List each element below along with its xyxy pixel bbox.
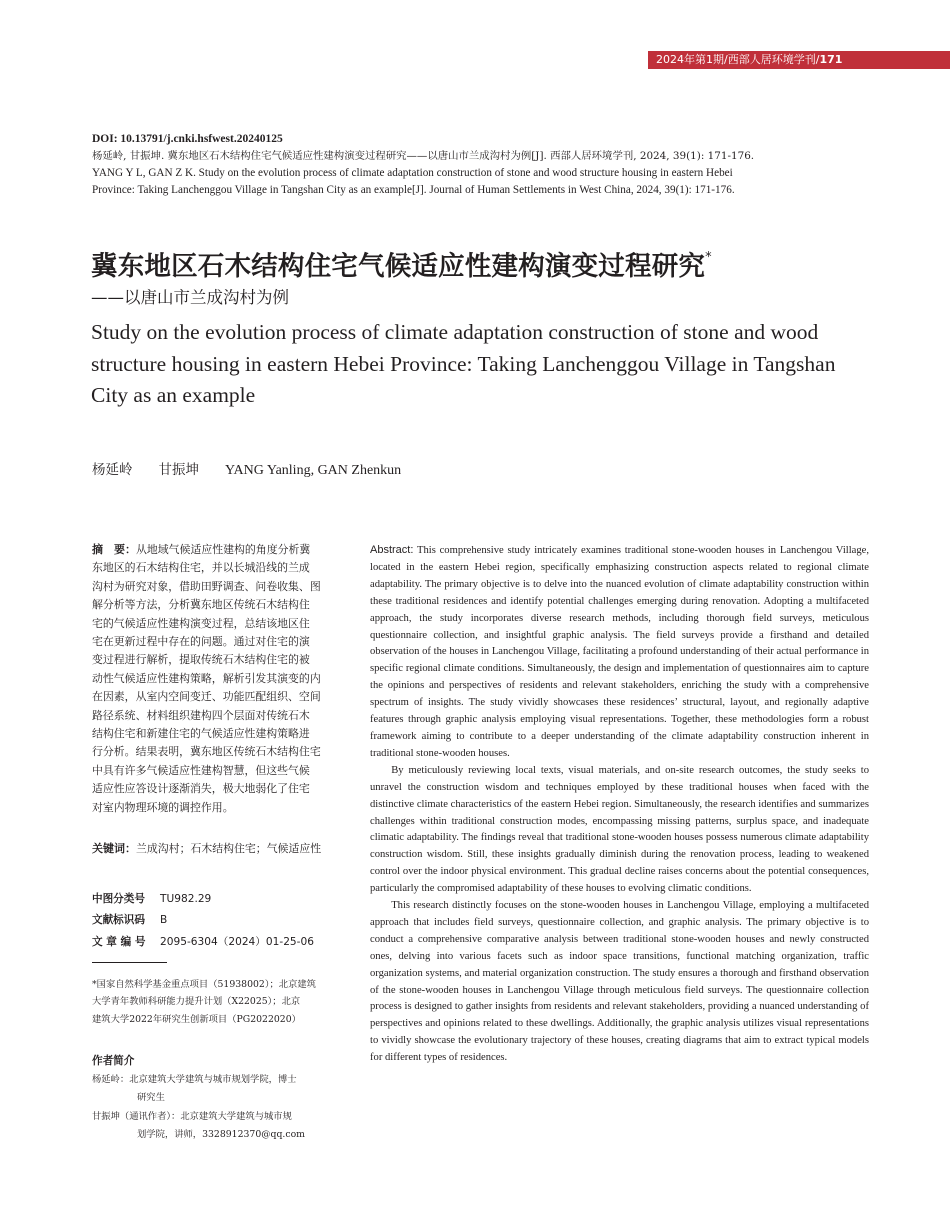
title-en-line: structure housing in eastern Hebei Province: Taking Lanchenggou Village in Tangshan bbox=[91, 351, 836, 376]
citation-en-line: Province: Taking Lanchenggou Village in Tangshan City as an example[J]. Journal of Human Settlements in West China, 2024, 39(1): 171-176. bbox=[92, 184, 735, 196]
issue-label: 2024年第1期 bbox=[656, 53, 724, 66]
bio-line: 甘振坤（通讯作者）：北京建筑大学建筑与城市规 bbox=[92, 1110, 292, 1122]
citation-en-line: YANG Y L, GAN Z K. Study on the evolution process of climate adaptation construction of stone and wood structure housing in eastern Hebei bbox=[92, 167, 733, 179]
title-en-line: City as an example bbox=[91, 383, 256, 407]
paper-subtitle-cn: ——以唐山市兰成沟村为例 bbox=[91, 288, 289, 307]
clc-number-row bbox=[92, 891, 211, 907]
footnote-line: *国家自然科学基金重点项目（51938002）；北京建筑 bbox=[92, 979, 316, 990]
footnote-line: 大学青年教师科研能力提升计划（X22025）；北京 bbox=[92, 996, 301, 1008]
author-bio-heading: 作者简介 bbox=[92, 1055, 135, 1067]
author-bio bbox=[92, 1071, 347, 1144]
abstract-cn-line: 解分析等方法，分析冀东地区传统石木结构住 bbox=[92, 598, 310, 612]
clc-value: TU982.29 bbox=[160, 893, 212, 905]
keywords-label: 关键词： bbox=[92, 842, 136, 855]
abstract-en-paragraph: By meticulously reviewing local texts, visual materials, and on-site research outcomes, the study seeks to unravel the construction wisdom and techniques employed by these traditional houses when faced with the distinctive climate characteristics of the eastern Hebei region. Simultaneously, the research identifies and summarizes challenges within traditional construction modes, encompassing missing patterns, surplus space, and inadequate climatic adaptability. The findings reveal that traditional stone-wooden houses possess numerous climate adaptability construction wisdom. Still, these insights gradually diminish during the renovation process, leading to weakened control over the indoor physical environment. This gradual decline raises concerns about the potential consequences, particularly the compromised adaptability of these houses to evolving climatic conditions. bbox=[370, 764, 869, 895]
abstract-cn-line: 适应性应答设计逐渐消失，极大地弱化了住宅 bbox=[92, 782, 310, 796]
abstract-cn-line: 在因素，从室内空间变迁、功能匹配组织、空间 bbox=[92, 690, 321, 704]
doc-code-row bbox=[92, 912, 167, 928]
author-cn-2: 甘振坤 bbox=[158, 462, 199, 478]
clc-label: 中图分类号 bbox=[92, 893, 145, 905]
abstract-cn-text: 从地域气候适应性建构的角度分析冀 bbox=[136, 543, 311, 556]
article-number-value: 2095-6304（2024）01-25-06 bbox=[160, 936, 314, 948]
abstract-cn-line: 变过程进行解析，提取传统石木结构住宅的被 bbox=[92, 653, 310, 667]
abstract-cn-line bbox=[92, 541, 338, 559]
author-line bbox=[92, 460, 401, 481]
abstract-cn-line: 宅在更新过程中存在的问题。通过对住宅的演 bbox=[92, 635, 310, 649]
abstract-cn-line: 东地区的石木结构住宅，并以长城沿线的兰成 bbox=[92, 561, 310, 575]
abstract-en-paragraph: This research distinctly focuses on the stone-wooden houses in Lanchengou Village, employing a multifaceted approach that includes field surveys, questionnaire collection, and graphic analysis. The primary objective is to conduct a comprehensive comparative analysis between traditional stone-wooden houses and newly constructed ones, delving into various facets such as indoor space transitions, functional matching organization, traffic organization systems, and material organization construction. The study ensures a thorough and firsthand observation of the stone-wooden houses in Lanchengou Village through meticulous field surveys. The questionnaire collection process is designed to gather insights from residents and relevant stakeholders, providing a nuanced understanding of perspectives and opinions related to these dwellings. Additionally, the graphic analysis utilizes visual representations to vividly showcase the evolutionary trajectory of these houses, creating diagrams that aim to extract typical models for different types of residences. bbox=[370, 900, 869, 1064]
page-number: 171 bbox=[819, 53, 843, 66]
abstract-cn-line: 沟村为研究对象，借助田野调查、问卷收集、图 bbox=[92, 579, 321, 593]
abstract-en-label: Abstract: bbox=[370, 544, 414, 556]
abstract-cn bbox=[92, 541, 338, 817]
abstract-cn-line: 动性气候适应性建构策略，解析引发其演变的内 bbox=[92, 671, 321, 685]
journal-header-bar: 2024年第1期/西部人居环境学刊/171 bbox=[648, 51, 950, 69]
abstract-cn-label: 摘 要： bbox=[92, 543, 136, 556]
abstract-cn-line: 路径系统、材料组织建构四个层面对传统石木 bbox=[92, 708, 310, 722]
abstract-en-text: This comprehensive study intricately examines traditional stone-wooden houses in Lanchengou Village, located in the eastern Hebei region, specifically emphasizing construction aspects related to regional climate adaptability. The primary objective is to delve into the nuanced evolution of climate adaptability construction within these traditional residences and identify potential challenges emerging during renovation. Adopting a multifaceted approach, the study incorporates diverse research methods, including thorough field surveys, meticulous questionnaire collection, and insightful graphic analysis. The field surveys provide a firsthand and detailed observation of the houses in Lanchengou Village, facilitating a profound understanding of their actual performance in specific regional climate conditions. Simultaneously, the design and implementation of questionnaires aim to capture the opinions and perspectives of residents and relevant stakeholders, enriching the study with a comprehensive spectrum of insights. The study vividly showcases these residences’ structural, layout, and regionally adaptive features through graphic analysis employing visual representations. Together, these methodologies form a robust framework aiming to contribute to a deeper understanding of the climate adaptability construction inherent in traditional stone-wooden houses. bbox=[370, 545, 869, 759]
footnote-divider bbox=[92, 962, 167, 963]
author-cn-1: 杨延岭 bbox=[92, 462, 133, 478]
paper-title-cn bbox=[91, 240, 712, 285]
keywords-cn bbox=[92, 840, 342, 858]
title-cn-text: 冀东地区石木结构住宅气候适应性建构演变过程研究 bbox=[91, 251, 706, 282]
keywords-text: 兰成沟村；石木结构住宅；气候适应性 bbox=[136, 842, 322, 855]
paper-title-en bbox=[91, 317, 871, 412]
citation-cn: 杨延岭, 甘振坤. 冀东地区石木结构住宅气候适应性建构演变过程研究——以唐山市兰成沟村为例[J]. 西部人居环境学刊, 2024, 39(1): 171-176. bbox=[92, 150, 755, 162]
abstract-cn-line: 对室内物理环境的调控作用。 bbox=[92, 800, 234, 814]
title-footnote-mark: * bbox=[705, 250, 712, 265]
abstract-en bbox=[370, 542, 869, 1067]
title-en-line: Study on the evolution process of climate adaptation construction of stone and wood bbox=[91, 320, 819, 344]
bio-line: 研究生 bbox=[137, 1092, 165, 1104]
abstract-cn-line: 结构住宅和新建住宅的气候适应性建构策略进 bbox=[92, 727, 310, 741]
abstract-en-paragraph bbox=[370, 542, 869, 763]
bio-line: 划学院，讲师，3328912370@qq.com bbox=[137, 1128, 306, 1140]
journal-name: 西部人居环境学刊 bbox=[727, 53, 816, 66]
authors-en: YANG Yanling, GAN Zhenkun bbox=[225, 463, 402, 478]
abstract-cn-line: 宅的气候适应性建构演变过程，总结该地区住 bbox=[92, 616, 310, 630]
doc-code-label: 文献标识码 bbox=[92, 914, 145, 926]
doi[interactable]: DOI: 10.13791/j.cnki.hsfwest.20240125 bbox=[92, 133, 283, 145]
article-number-label: 文 章 编 号 bbox=[92, 936, 146, 948]
bio-line: 杨延岭：北京建筑大学建筑与城市规划学院，博士 bbox=[92, 1074, 297, 1085]
funding-footnote bbox=[92, 976, 342, 1028]
footnote-line: 建筑大学2022年研究生创新项目（PG2022020） bbox=[92, 1013, 301, 1025]
article-number-row bbox=[92, 934, 314, 950]
abstract-cn-line: 行分析。结果表明，冀东地区传统石木结构住宅 bbox=[92, 745, 321, 759]
abstract-cn-line: 中具有许多气候适应性建构智慧，但这些气候 bbox=[92, 763, 310, 777]
doc-code-value: B bbox=[160, 914, 168, 926]
